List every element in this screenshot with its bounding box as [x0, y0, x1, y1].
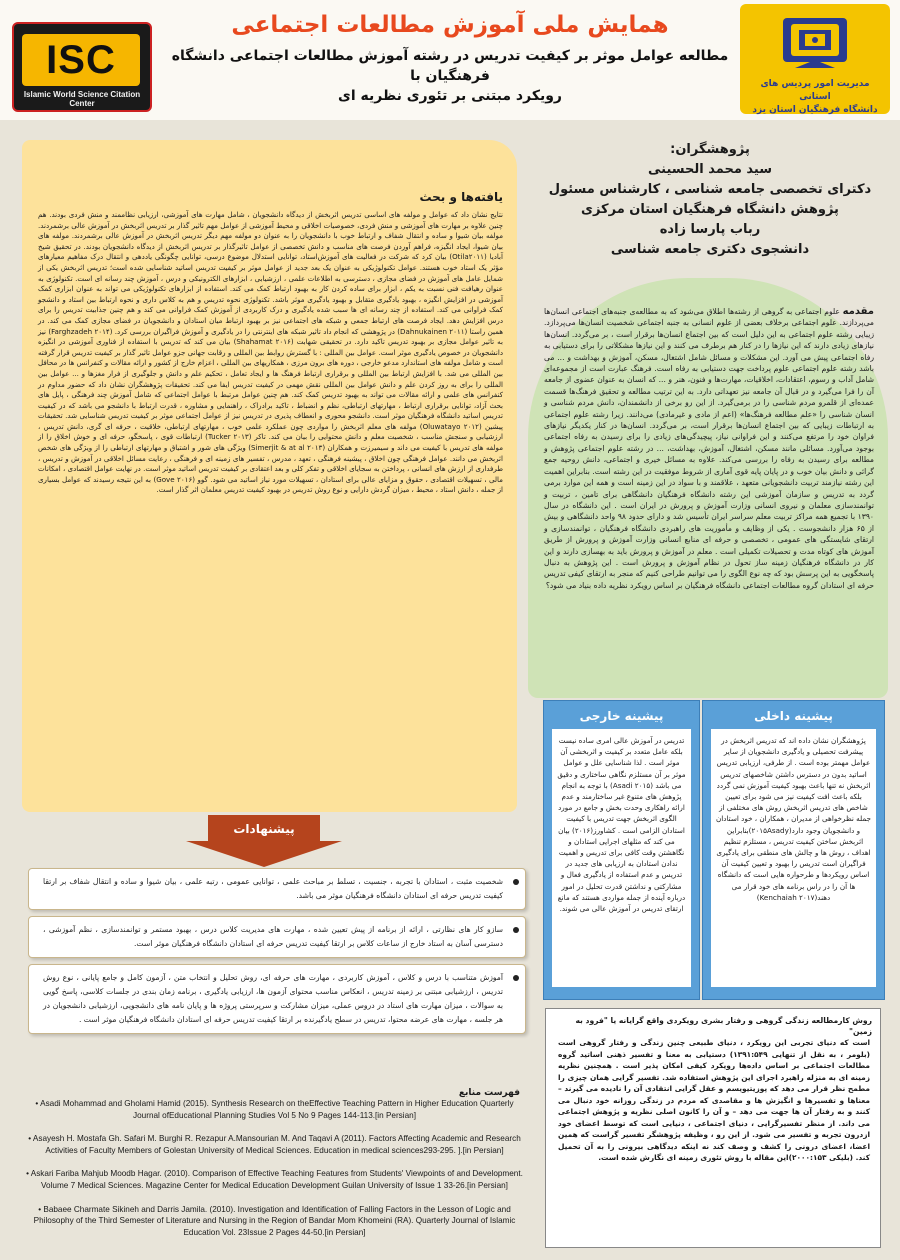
recommendation-item: آموزش متناسب با درس و کلاس ، آموزش کاربردی ، مهارت های حرفه ای، روش تحلیل و انتخاب متن ، آزمون کامل و جامع پایانی ، نوع روش تدریس ، ارزشیابی مبتنی بر زمینه تدریس ، انعکاس مناسب محتوای آزمون ها، ارزیابی یادگیری ، برنامه زمان بندی در جلسات کلاسی، پاسخ گویی به سوالات ، میزان مهارت های استاد در دروس عملی، میزان مشارکت و سرپرستی پروژه ها و پایان نامه های دانشجویی، ارزشیابی دانشجویان در هر جلسه ، مهارت های عرضه محتوا، تدریس در سطح یادگیرنده بر ارتقا کیفیت تدریس حرفه ای استادان دانشگاه فرهنگیان موثر است .	[28, 964, 526, 1034]
author-line: پژوهش دانشگاه فرهنگیان استان مرکزی	[581, 202, 839, 217]
isc-logo-subtitle: Islamic World Science Citation Center	[23, 90, 141, 108]
recommendation-item: سازو کار های نظارتی ، ارائه از برنامه از پیش تعیین شده ، مهارت های مدیریت کلاس درس ، بهبود مستمر و توانمندسازی ، نظم آموزشی ، دسترسی آسان به استاد خارج از ساعات کلاس بر ارتقا کیفیت تدریس حرفه ای استادان دانشگاه فرهنگیان موثر است.	[28, 916, 526, 958]
method-panel	[545, 1008, 881, 1248]
org-line-2: دانشگاه فرهنگیان استان یزد	[752, 105, 878, 115]
farhangian-org-name	[744, 78, 886, 117]
external-background-body: تدریس در آموزش عالی امری ساده نیست بلکه عامل متعدد بر کیفیت و اثربخشی آن موثر است . لذا شناسایی علل و عوامل موثر بر آن مستلزم نگاهی ساختاری و دقیق می باشد (۲۰۱۵ Asadi) با توجه به انجام پژوهش های متنوع غیر ساختارمند و عدم ارائه راهکاری وحدت بخش و جامع در مورد الگوی اثربخش جهت تدریس با کیفیت استادان الزامی است . کشاورز(۲۰۱۶) بیان می کند که مثلهای اجرایی استادان و نگاهشتن وقت کافی برای تدریس و اهمیت ندادن استادان به ارزیابی های جدید در تدریس و عدم استفاده از یادگیری فعال و مشارکتی و نداشتن قدرت تحلیل در امور درباره آینده از جمله مواردی هستند که مانع ارتقای تدریس در آموزش عالی می شوند.	[552, 729, 691, 987]
references-list	[22, 1098, 527, 1250]
external-background-panel	[543, 700, 700, 1000]
isc-logo-text: ISC	[22, 34, 140, 86]
results-body: نتایج نشان داد که عوامل و مولفه های اساسی تدریس اثربخش از دیدگاه دانشجویان ، شامل مهارت های آموزشی، ارزیابی نظاممند و منش فردی بودند. هم چنین علاوه بر مهارت های آموزشی و منش فردی، خصوصیات اخلاقی و محیط آموزشی از عوامل مهم تاثیر گذار بر تدریس اثربخش در آموزش عالی برشمردند. مولفه بیان شیوا و ساده و انتقال شفاف و ارتباط خوب با دانشجویان را به عنوان دو مولفه مهم دیگر تدریس اثربخش در آموزش عالی برشمردند. مولفه های بیان شیوا، ایجاد انگیزه، فراهم آوردن فرصت های مناسب و دانش تخصصی از عوامل تاثیرگذار بر تدریس اثربخش از دیدگاه دانشجویان بودند. در تحقیق شیخ آبادیا (Otila۲۰۱۱) بیان کرد که شرکت در فعالیت های آموزش‌استاد، توانایی استدلال موضوع درسی، توانایی چگونگی یاددهی و انتقال درک مفاهیم معیارهای مؤثر یک استاد خوب هستند. عوامل تکنولوژیکی به عنوان یک بعد جدید از عوامل موثر بر کیفیت تدریس اساتید شناسایی شده است؛ تدریس اثربخش یکی از شمایل عامل های آموزش در فضای مجازی ، دسترسی به اطلاعات علمی ، ارزشیابی ، ابزارهای الکترونیکی و درس ، آموزش چند رسانه ای است. تکنولوژی به عنوان رهیافت فنی نسبت به یکم ، ابزار برای ساده کردن کار به بهبود ارتباط کمک می کند. استفاده از ابزارهای تکنولوژیکی می تواند به عنوان ابزاری کمک آموزشی در افزایش انگیزه ، بهبود یادگیری متقابل و بهبود یادگیری موثر باشد. تکنولوژی نحوه تدریس و هم به کلاس داری و نحوه ارتباط بین استاد و دانشجو کمک فراوانی می کند. استفاده از چند رسانه ای ها سبب شده یادگیری و درک کاربردی از آموزش کمک فراوانی می کند و هم چنین جذابیت تدریس را برای درس افزایش دهد. ایجاد فرصت های ارتباط جمعی و شبکه های اجتماعی نیز بر بهبود ارتباط میان استادان و دانشجویان در فضای مجازی کمک می کند. در همین راستا (Dahnukainen ۲۰۱۱) در پژوهشی که انجام داد تاثیر شبکه های اینترنتی را در یادگیری و آموزش فراگیران بررسی کرد. (Farghzadeh ۲۰۱۴) نیز به تاثیر عوامل مجازی بر بهبود تدریس تاکید دارد. در تحقیقی شهابت (Shahamat ۲۰۱۶) بیان می کند که تدریس با استفاده از فناوری آموزشی در انگیزه دانشجویان در خصوص یادگیری موثر است. عوامل بین المللی : با گسترش روابط بین المللی و رقابت جهانی جزو عوامل تاثیر گذار بر کیفیت تدریس قرار گرفته است و شامل مولفه های استاندارد مدعو خارجی ، دوره های برون مرزی ، همکاریهای بین المللی ، اعزام خارج از کشور و ارائه مقالات و کنفرانس ها در محافل بین المللی می شد. با افزایش ارتباط بین المللی و برقراری ارتباط فرهنگ ها و ایجاد تعامل ، تحکیم علم و دانش و جلوگیری از فرار مغزها و ... عوامل بین المللی را برای به روز کردن علم و دانش عوامل بین المللی نقش مهمی در کیفیت تدریس ایفا می کند. تحقیقات پژوهشگران نشان داد که حضور مداوم در کنفرانس های علمی و ارائه مقالات می تواند به بهبود تدریس کمک کند. هم چنین عوامل مرتبط با عوامل اجتماعی که شامل آموزش چند فرهنگی ، پایل های بحث آزاد، توانایی برقراری ارتباط ، مهارتهای ارتباطی، نظم و انضباط ، تاکید برادراک ، راهنمایی و مشاوره ، قدرت ارتباط با دانشجو می باشد که در کیفیت تدریس اساتید دانشگاه فرهنگیان موثر است. دانشجو محوری و انعطاف پذیری در تدریس نیز از عوامل اجتماعی موثر بر کیفیت تدریس شناسایی شد. تحقیقات پیشین (Oluwatayo ۲۰۱۲) مولفه های معلم اثربخش را مواردی چون عملکرد علمی خوب ، مهارتهای ارتباطی، خلاقیت ، حرفه ای گری، دانش تدریس ، ارزشیابی و سنجش مناسب ، شخصیت معلم و دانش محتوایی را بیان می کند. تاکر (Tucker ۲۰۱۳) ارتباطات قوی ، پاسخگو، حرفه ای و خوش اخلاق را از مولفه های تدریس با کیفیت می داند و سیمیرزت و همکاران (Simerjit & at al ۲۰۱۳) ویژگی های شور و اشتیاق و مهارتهای ارتباطی را از ویژگی های شخص اثربخش می دانند. عوامل فرهنگی چون اخلاق ، پیشینه فرهنگی ، تعهد ، مدرس ، تفسیر های زمینه ای و فرهنگی ، رعایت مسائل اخلاقی در آموزش و تدریس ، طرفداری از ارزش های انسانی ، پرداختن به سجایای اخلاقی و تفکر کلی و بعد اعتقادی بر کیفیت تدریس اساتید موثر است. در نهایت عوامل اقتصادی ، امکانات مالی ، تسهیلات اقتصادی ، حقوق و مزایای عالی برای استادان ، تسهیلات مورد نیاز اساتید می شود. گوو (Gove ۲۰۱۶) به این نتیجه رسیدند که عوامل بسیاری از جمله ، دانش استاد ، محیط ، میزان گردش دارایی و نوع روش تدریس در بهبود کیفیت تدریس معلمان اثر گذار است.	[38, 210, 503, 495]
recommendations-list	[28, 868, 526, 1040]
internal-background-panel	[702, 700, 885, 1000]
reference-item: • Babaee Charmate Sikineh and Darris Jamila. (2010). Investigation and Identification of Falling Factors in the Lesson of Logic and Philosophy of the Third Semester of Literature and Nursing in the Region of Bandar Mom Khomeini (RA). Quarterly Journal of Islamic Education Vol. 23Issue 2 Pages 44-50.[in Persian]	[33, 1204, 516, 1237]
isc-logo	[12, 22, 152, 112]
recommendation-item: شخصیت مثبت ، استادان با تجربه ، جنسیت ، تسلط بر مباحث علمی ، توانایی عمومی ، رتبه علمی ، بیان شیوا و ساده و انتقال شفاف بر ارتقا کیفیت تدریس حرفه ای استادان دانشگاه فرهنگیان موثر می باشد.	[28, 868, 526, 910]
conference-title: همایش ملی آموزش مطالعات اجتماعی	[231, 12, 669, 38]
author-line: سید محمد الحسینی	[648, 162, 772, 177]
author-line: دکترای تخصصی جامعه شناسی ، کارشناس مسئول	[548, 182, 872, 197]
reference-item: • Askari Fariba Mahjub Moodb Hagar. (2010). Comparison of Effective Teaching Features from Students' Viewpoints of and Development. Volume 7 Medical Sciences. Magazine Center for Medical Education Development Guilan University of Issue 1 33-26.[in Persian]	[26, 1169, 523, 1190]
introduction-panel	[528, 278, 888, 698]
paper-title-line-1: مطالعه عوامل موثر بر کیفیت تدریس در رشته آموزش مطالعات اجتماعی دانشگاه فرهنگیان با	[171, 48, 729, 84]
method-body: است که دنیای تجربی این رویکرد ، دنیای طبیعی چنین زندگی و رفتار گروهی است (بلومر ، به نقل از تنهایی ۱۳۹۱:۵۴۹) دستیابی به معنا و تفسیر ذهنی اساتید گروه مطالعات اجتماعی بر اساس داده‌ها رویکرد کیفی امکان پذیر است . همچنین نظریه زمینه ای به منزله راهبرد اجرای این پژوهش استفاده شد. تفسیر گرایی همان چیزی را مطمح نظر قرار می دهد که پوزیتیویسم و عقل گرایی انتقادی آن را نادیده می گیرند – معناها و تفسیرها و انگیزش ها و مقاصدی که مردم در زندگی روزانه خود دنبال می کنند و به رفتار آن ها جهت می دهد – و آن را کانون اصلی نظریه و پژوهش اجتماعی می داند. از منظر تفسیرگرایی ، دنیای اجتماعی ، دنیایی است که توسط اعضای خود ازدرون تجربه و تفسیر می شود. از این رو ، وظیفه پژوهشگر تفسیر گراست که همین اعضا، اعضای درونی را کشف و وصف کند نه اینکه دیدگاهی بیرونی را به آن تحمیل کند. (بلیکی ۲۰۰۰:۱۵۳)این مقاله با روش تئوری زمینه ای نگارش شده است.	[558, 1038, 870, 1162]
external-background-heading: پیشینه خارجی	[579, 709, 664, 723]
reference-item: • Asadi Mohammad and Gholami Hamid (2015). Synthesis Research on theEffective Teaching Pattern in Higher Education Quarterly Journal ofEducational Planning Studies Vol 5 No 9 Pages 144-113.[in Persian]	[35, 1099, 514, 1120]
author-line: دانشجوی دکتری جامعه شناسی	[610, 242, 810, 257]
paper-title-line-2: رویکرد مبتنی بر تئوری نظریه ای	[338, 88, 562, 104]
recommendations-heading: پیشنهادات	[233, 822, 295, 836]
introduction-heading: مقدمه	[842, 306, 874, 317]
method-heading: روش کارمطالعه زندگی گروهی و رفتار بشری رویکردی واقع گرایانه یا "فرود به زمین"	[575, 1016, 872, 1036]
org-line-1: مدیریت امور پردیس های استانی	[760, 79, 870, 102]
farhangian-emblem-icon	[775, 12, 855, 76]
authors-block	[540, 140, 880, 270]
paper-title	[170, 46, 730, 106]
internal-background-heading: پیشینه داخلی	[754, 709, 833, 723]
results-heading: یافته‌ها و بحث	[419, 190, 503, 204]
references-heading: فهرست منابع	[458, 1088, 520, 1098]
farhangian-logo	[740, 4, 890, 114]
author-line: رباب پارسا زاده	[659, 222, 761, 237]
reference-item: • Asayesh H. Mostafa Gh. Safari M. Burghi R. Rezapur A.Mansourian M. And Taqavi A (2011). Factors Affecting Academic and Research Activities of Faculty Members of Golestan University of Medical Sciences. Education in medical sciences293-295. ].[in Persian]	[28, 1134, 521, 1155]
authors-label: پژوهشگران:	[670, 142, 750, 157]
internal-background-body: پژوهشگران نشان داده اند که تدریس اثربخش در پیشرفت تحصیلی و یادگیری دانشجویان از سایر عوامل مهمتر بوده است . از طرفی، ارزیابی تدریس اساتید بدون در دسترس داشتن شاخصهای تدریس اثربخش نه تنها باعث بهبود کیفیت آموزش نمی گردد بلکه باعث افت کیفیت نیز می شود برای تعیین شاخص های تدریس اثربخش روش های مختلفی از جمله نظرخواهی از مدیران ، همکاران ، خود استادان و دانشجویان وجود دارد(۲۰۱۵Asady)بنابراین اثربخش ساختن کیفیت تدریس ، مستلزم تنظیم اهداف ، روش ها و چالش های منطقی برای یادگیری فراگیران است تدریس را بهبود و تعیین کیفیت آن اساس رویکردها و طرحواره هایی است که دانشگاه ها آن را در راس برنامه های خود قرار می دهند(Kenchaiah ۲۰۱۷)	[711, 729, 876, 987]
introduction-body	[544, 306, 874, 591]
results-panel	[22, 140, 517, 812]
introduction-text: علوم اجتماعی به گروهی از رشته‌ها اطلاق می‌شود که به مطالعه‌ی جنبه‌های اجتماعی انسان‌ها می‌پردازند. علوم اجتماعی برخلاف بعضی از علوم انسانی به جنبه اجتماعی شخصیت انسان‌ها می‌پردازد. زیبایی رشته علوم اجتماعی به این دلیل است که بین اجتماع انسان‌ها برقرار است ، بر می‌گردد. انسان‌ها نیازهای زیادی دارند که این نیازها را در کنار هم برطرف می کنند و این نیازها مشکلاتی را برای دستیابی به رفاه اجتماعی پیش می آورد. این مشکلات و مسائل شامل اشتغال، مسکن، آموزش و بهداشت و ... می باشد رشته علوم اجتماعی علوم پرداخت جهت دستیابی به رفاه است. فرهنگ عبارت است از مجموعه‌ای شامل آداب و رسوم، اعتقادات، اخلاقیات، مهارت‌ها و فنون، هنر و ... که انسان به عنوان عضوی از جامعه آن را فرا می‌گیرد و در قبال آن جامعه نیز تعهداتی دارد. به این ترتیب مطالعه و تحقیق فرهنگ‌ها قسمت عمده‌ای از قلمرو مردم شناسی را در برمی‌گیرد. از این رو برخی از دانشمندان، دانش مردم شناسی و انسان شناسی را «علم مطالعه فرهنگ‌ها» (اعم از مادی و غیرمادی) می‌دانند. زیرا رشته علوم اجتماعی به ارتباطات زیبایی که بین اجتماع انسان‌ها برقرار است، بر می‌گردد. انسان‌ها در کنار یکدیگر نیازهای فراوان خود را مرتفع می‌کنند و این فراوانی نیاز، پیچیدگی‌های زیادی را برای رسیدن به رفاه اجتماعی بوجود می‌آورد. مسائلی مانند مسکن، اشتغال، آموزش، بهداشت، ... در رشته علوم اجتماعی پژوهش و مطالعه برای رسیدن به رفاه را بررسی می‌کند. علاوه به مسائل خیری و اجتماعی، دانش روحیه جمع گرائی و دانش بیان خوب و در پایان پایه قوی آماری از شروط موفقیت در این رشته است. بنابراین اهمیت این رشته نیازمند تربیت دانشجویانی متعهد ، علاقمند و با سواد در این زمینه است و همه این موارد برمی گردد به تدریس و سازمان آموزشی این رشته دانشگاه فرهنگیان دانشگاهی برای تامین ، تربیت و توانمندسازی معلمان و نیروی انسانی وزارت آموزش و پرورش در ایران است . این دانشگاه در سال ۱۳۹۰ با تجمیع همه مراکز تربیت معلم سراسر ایران تأسیس شد و دارای حدود ۹۸ واحد دانشگاهی و بیش از ۶۵ هزار دانشجوست . یکی از وظایف و مأموریت های راهبردی دانشگاه فرهنگیان ، توانمندسازی و ارتقای شایستگی های عمومی ، تخصصی و حرفه ای منابع انسانی وزارت آموزش و پرورش از طریق آموزش های کوتاه مدت و تحصیلات تکمیلی است . معلم در آموزش و پرورش باید به بهسازی دارند و این کار در دانشگاه فرهنگیان زمینه ساز تحول در نظام آموزش و پرورش است . این پژوهش به دنبال پاسخگویی به این پرسش بود که چه نوع الگوی را می توانیم طراحی کنیم که منجر به ارتقای کیفی تدریس حرفه ای استادان گروه مطالعات اجتماعی دانشگاه فرهنگیان بر اساس رویکرد نظریه داده بنیاد می شود؟	[544, 307, 874, 590]
